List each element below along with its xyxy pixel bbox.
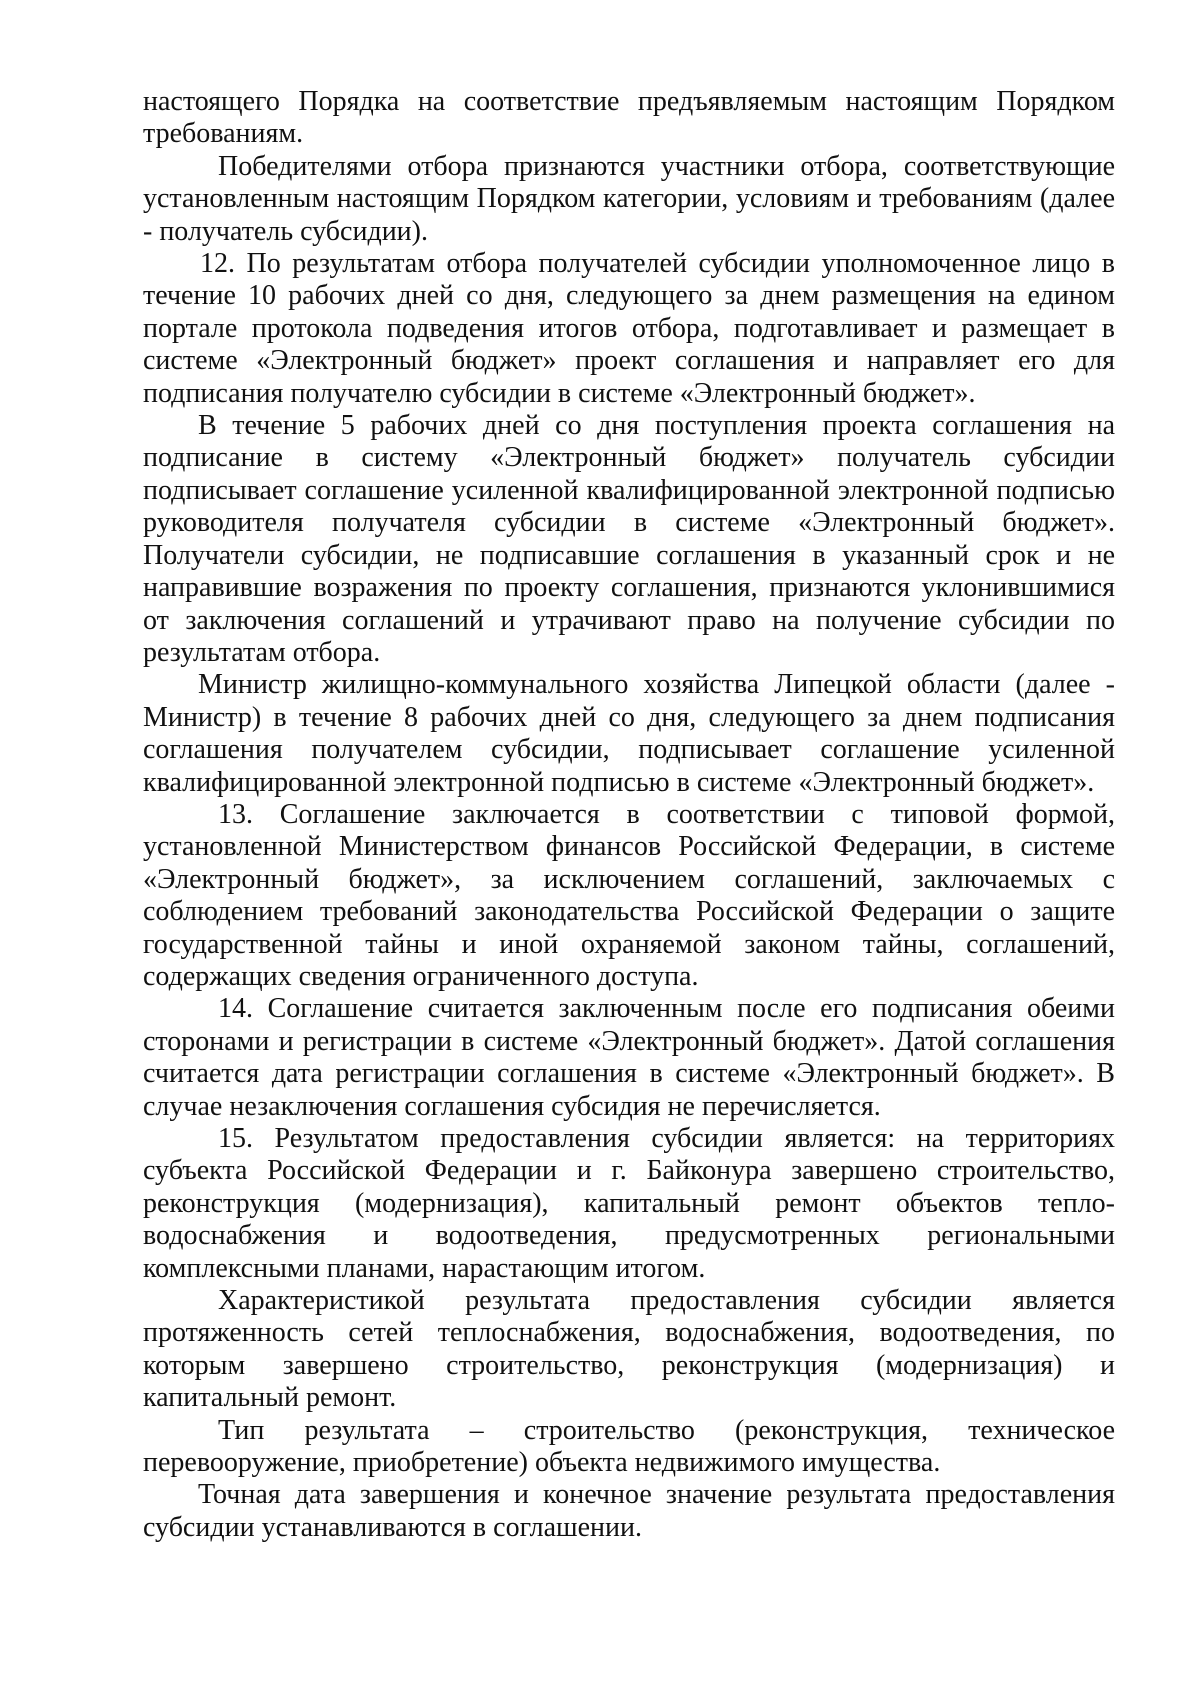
- paragraph-item-12: 12. По результатам отбора получателей субсидии уполномоченное лицо в течение 10 рабочих дней со дня, следующего за днем размещения на едином портале протокола подведения итогов отбора, подготавливает и размещает в системе «Электронный бюджет» проект соглашения и направляет его для подписания получателю субсидии в системе «Электронный бюджет».: [143, 248, 1115, 409]
- paragraph-completion-date: Точная дата завершения и конечное значение результата предоставления субсидии устанавливаются в соглашении.: [143, 1479, 1115, 1543]
- paragraph-item-15: 15. Результатом предоставления субсидии является: на территориях субъекта Российской Федерации и г. Байконура завершено строительство, реконструкция (модернизация), капитальный ремонт объектов тепло-водоснабжения и водоотведения, предусмотренных региональными комплексными планами, нарастающим итогом.: [143, 1123, 1115, 1284]
- paragraph-minister-signing: Министр жилищно-коммунального хозяйства Липецкой области (далее - Министр) в течение 8 рабочих дней со дня, следующего за днем подписания соглашения получателем субсидии, подписывает соглашение усиленной квалифицированной электронной подписью в системе «Электронный бюджет».: [143, 669, 1115, 798]
- paragraph-item-14: 14. Соглашение считается заключенным после его подписания обеими сторонами и регистрации в системе «Электронный бюджет». Датой соглашения считается дата регистрации соглашения в системе «Электронный бюджет». В случае незаключения соглашения субсидия не перечисляется.: [143, 993, 1115, 1122]
- paragraph-item-13: 13. Соглашение заключается в соответствии с типовой формой, установленной Министерством финансов Российской Федерации, в системе «Электронный бюджет», за исключением соглашений, заключаемых с соблюдением требований законодательства Российской Федерации о защите государственной тайны и иной охраняемой законом тайны, соглашений, содержащих сведения ограниченного доступа.: [143, 798, 1115, 992]
- paragraph-result-type: Тип результата – строительство (реконструкция, техническое перевооружение, приобретение) объекта недвижимого имущества.: [143, 1414, 1115, 1479]
- paragraph-signing-term: В течение 5 рабочих дней со дня поступления проекта соглашения на подписание в систему «Электронный бюджет» получатель субсидии подписывает соглашение усиленной квалифицированной электронной подписью руководителя получателя субсидии в системе «Электронный бюджет». Получатели субсидии, не подписавшие соглашения в указанный срок и не направившие возражения по проекту соглашения, признаются уклонившимися от заключения соглашений и утрачивают право на получение субсидии по результатам отбора.: [143, 410, 1115, 668]
- paragraph-result-characteristic: Характеристикой результата предоставления субсидии является протяженность сетей теплоснабжения, водоснабжения, водоотведения, по которым завершено строительство, реконструкция (модернизация) и капитальный ремонт.: [143, 1285, 1115, 1414]
- paragraph-order-requirements: настоящего Порядка на соответствие предъявляемым настоящим Порядком требованиям.: [143, 86, 1115, 150]
- document-page: [143, 86, 1115, 1544]
- paragraph-selection-winners: Победителями отбора признаются участники отбора, соответствующие установленным настоящим Порядком категории, условиям и требованиям (далее - получатель субсидии).: [143, 150, 1115, 247]
